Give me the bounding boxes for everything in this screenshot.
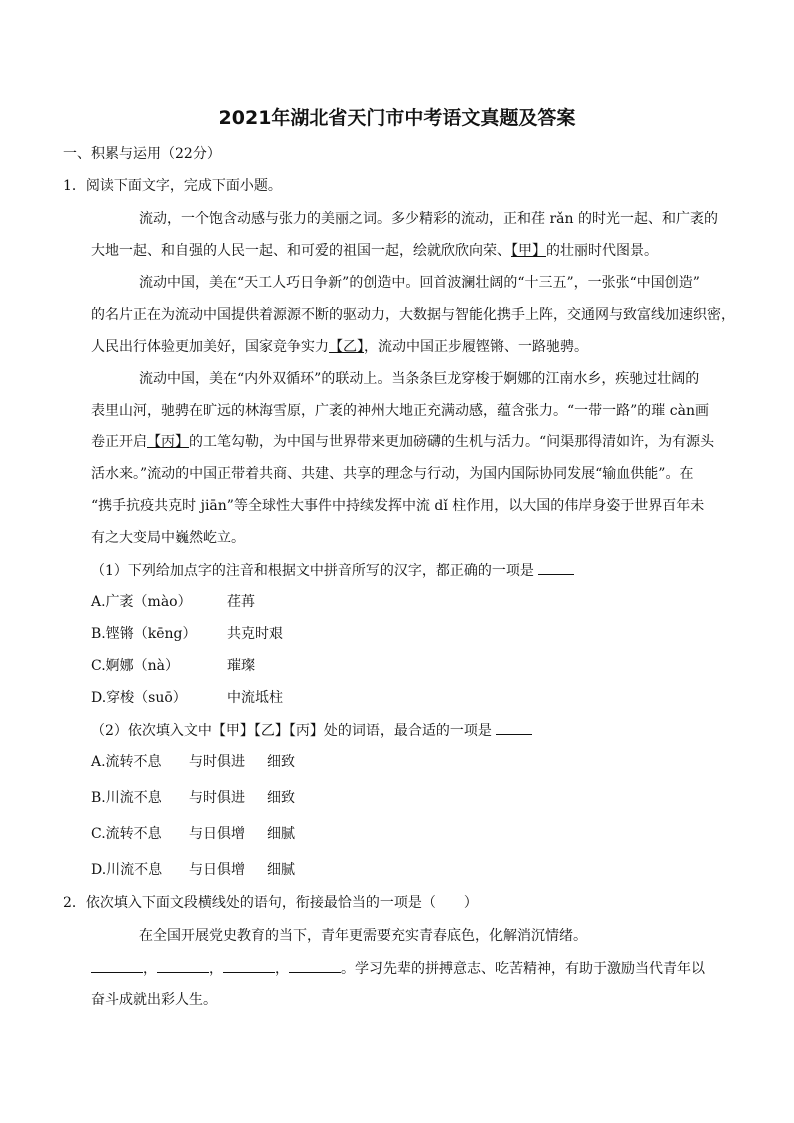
q2-stem: 2．依次填入下面文段横线处的语句，衔接最恰当的一项是（ ） xyxy=(63,895,478,911)
q1-sub1-option-a: A.广袤（mào） 荏苒 xyxy=(91,594,255,610)
q1-sub1-stem: （1）下列给加点字的注音和根据文中拼音所写的汉字，都正确的一项是 xyxy=(91,560,794,581)
fill-blank-3[interactable] xyxy=(223,958,275,973)
q1-sub2-option-a: A.流转不息 与时俱进 细致 xyxy=(91,754,295,770)
answer-blank[interactable] xyxy=(538,560,574,575)
fill-blank-4[interactable] xyxy=(289,958,341,973)
q1-p3-line5: “携手抗疫共克时 jiān”等全球性大事件中持续发挥中流 dǐ 柱作用，以大国的伟岸身姿于世界百年未 xyxy=(91,498,705,514)
q1-p3-line3: 卷正开启【丙】的工笔勾勒，为中国与世界带来更加磅礴的生机与活力。“问渠那得清如许，为有源头 xyxy=(91,434,715,450)
q1-p3-line1: 流动中国，美在“内外双循环”的联动上。当条条巨龙穿梭于婀娜的江南水乡，疾驰过壮阔的 xyxy=(139,371,700,387)
blank-yi: 【乙】 xyxy=(329,339,364,355)
section-heading: 一、积累与运用（22分） xyxy=(63,146,221,162)
q1-p1-line1: 流动，一个饱含动感与张力的美丽之词。多少精彩的流动，正和荏 rǎn 的时光一起、和广袤的 xyxy=(139,211,718,227)
q1-p3-line6: 有之大变局中巍然屹立。 xyxy=(91,530,245,546)
q1-sub2-option-d: D.川流不息 与日俱增 细腻 xyxy=(91,862,295,878)
q1-p3-line2: 表里山河，驰骋在旷远的林海雪原，广袤的神州大地正充满动感，蕴含张力。“一带一路”的璀 càn画 xyxy=(91,403,709,419)
answer-blank[interactable] xyxy=(496,720,532,735)
q1-p2-line3: 人民出行体验更加美好，国家竞争实力【乙】，流动中国正步履铿锵、一路驰骋。 xyxy=(91,339,588,355)
blank-bing: 【丙】 xyxy=(147,434,189,450)
q1-p1-line2: 大地一起、和自强的人民一起、和可爱的祖国一起，绘就欣欣向荣、【甲】的壮丽时代图景。 xyxy=(91,243,658,259)
fill-blank-1[interactable] xyxy=(91,958,143,973)
q1-p3-line4: 活水来。”流动的中国正带着共商、共建、共享的理念与行动，为国内国际协同发展“输血供能”。在 xyxy=(91,466,694,482)
q2-line2: ， ， ， 。学习先辈的拼搏意志、吃苦精神，有助于激励当代青年以 xyxy=(91,958,794,979)
q1-sub1-option-d: D.穿梭（suō） 中流坻柱 xyxy=(91,690,283,706)
q1-sub2-option-c: C.流转不息 与日俱增 细腻 xyxy=(91,826,295,842)
q1-p2-line1: 流动中国，美在“天工人巧日争新”的创造中。回首波澜壮阔的“十三五”，一张张“中国创造” xyxy=(139,275,700,291)
document-title: 2021年湖北省天门市中考语文真题及答案 xyxy=(218,107,576,129)
q1-stem: 1．阅读下面文字，完成下面小题。 xyxy=(63,178,282,194)
q1-sub1-option-b: B.铿锵（kēng） 共克时艰 xyxy=(91,626,283,642)
fill-blank-2[interactable] xyxy=(157,958,209,973)
q2-line3: 奋斗成就出彩人生。 xyxy=(91,992,217,1008)
q1-sub2-stem: （2）依次填入文中【甲】【乙】【丙】处的词语，最合适的一项是 xyxy=(91,720,794,741)
q1-p2-line2: 的名片正在为流动中国提供着源源不断的驱动力，大数据与智能化携手上阵，交通网与致富线加速织密， xyxy=(91,307,735,323)
q1-sub1-option-c: C.婀娜（nà） 璀璨 xyxy=(91,658,255,674)
blank-jia: 【甲】 xyxy=(511,243,546,259)
q2-line1: 在全国开展党史教育的当下，青年更需要充实青春底色，化解消沉情绪。 xyxy=(139,928,587,944)
q1-sub2-option-b: B.川流不息 与时俱进 细致 xyxy=(91,790,295,806)
